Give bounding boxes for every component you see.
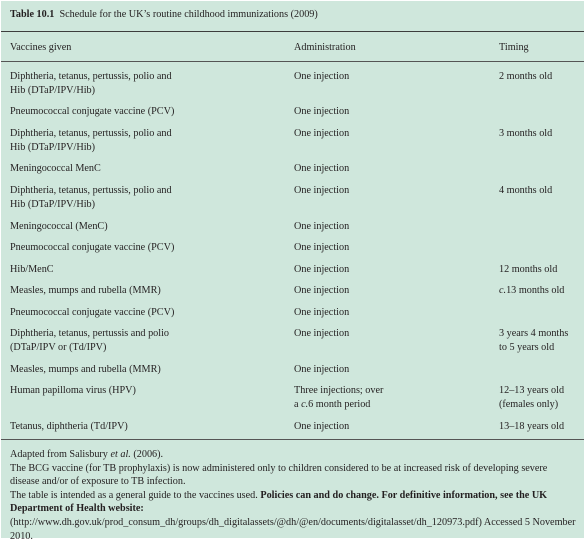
vaccine-cell: Diphtheria, tetanus, pertussis, polio and Hib (DTaP/IPV/Hib) bbox=[10, 71, 172, 96]
vaccine-cell: Pneumococcal conjugate vaccine (PCV) bbox=[10, 242, 175, 253]
administration-cell: One injection bbox=[294, 364, 350, 375]
timing-cell: 13–18 years old bbox=[499, 421, 565, 432]
vaccine-cell: Hib/MenC bbox=[10, 264, 54, 275]
timing-cell: 4 months old bbox=[499, 185, 553, 196]
header-rule bbox=[1, 61, 584, 62]
vaccine-cell: Meningococcal (MenC) bbox=[10, 221, 108, 232]
table-panel bbox=[1, 1, 584, 542]
administration-cell: Three injections; over a c.6 month period bbox=[294, 385, 384, 410]
vaccine-cell: Diphtheria, tetanus, pertussis, polio and Hib (DTaP/IPV/Hib) bbox=[10, 128, 172, 153]
header-administration: Administration bbox=[294, 42, 356, 53]
footnote-guide bbox=[10, 489, 578, 543]
vaccine-cell: Measles, mumps and rubella (MMR) bbox=[10, 285, 161, 296]
vaccine-cell: Tetanus, diphtheria (Td/IPV) bbox=[10, 421, 128, 432]
header-vaccines: Vaccines given bbox=[10, 42, 72, 53]
table-footnotes bbox=[10, 448, 578, 543]
administration-cell: One injection bbox=[294, 307, 350, 318]
timing-cell: 12–13 years old (females only) bbox=[499, 385, 565, 410]
vaccine-cell: Meningococcal MenC bbox=[10, 163, 101, 174]
timing-cell: 2 months old bbox=[499, 71, 553, 82]
administration-cell: One injection bbox=[294, 285, 350, 296]
administration-cell: One injection bbox=[294, 421, 350, 432]
footnote-source: Adapted from Salisbury et al. (2006). bbox=[10, 449, 164, 460]
footnote-guide-url: (http://www.dh.gov.uk/prod_consum_dh/groups/dh_digitalassets/@dh/@en/documents/digitalasset/dh_120973.pdf) Accessed 5 November 2010. bbox=[10, 516, 576, 542]
top-rule bbox=[1, 31, 584, 32]
footnote-bcg: The BCG vaccine (for TB prophylaxis) is now administered only to children considered to be at increased risk of developing severe disease and/or of exposure to TB infection. bbox=[10, 462, 548, 488]
vaccine-cell: Diphtheria, tetanus, pertussis and polio (DTaP/IPV or (Td/IPV) bbox=[10, 328, 170, 353]
vaccine-cell: Diphtheria, tetanus, pertussis, polio and Hib (DTaP/IPV/Hib) bbox=[10, 185, 172, 210]
administration-cell: One injection bbox=[294, 71, 350, 82]
administration-cell: One injection bbox=[294, 264, 350, 275]
administration-cell: One injection bbox=[294, 106, 350, 117]
administration-cell: One injection bbox=[294, 242, 350, 253]
table-title: Schedule for the UK’s routine childhood immunizations (2009) bbox=[59, 9, 318, 20]
footnote-guide-bold: Policies can and do change. For definitive information, see the UK Department of Health website: bbox=[10, 489, 548, 515]
vaccine-cell: Pneumococcal conjugate vaccine (PCV) bbox=[10, 307, 175, 318]
administration-cell: One injection bbox=[294, 163, 350, 174]
timing-cell: 3 months old bbox=[499, 128, 553, 139]
table-number: Table 10.1 bbox=[10, 9, 55, 20]
administration-cell: One injection bbox=[294, 328, 350, 339]
table-caption bbox=[10, 8, 318, 21]
administration-cell: One injection bbox=[294, 221, 350, 232]
bottom-rule bbox=[1, 439, 584, 440]
vaccine-cell: Measles, mumps and rubella (MMR) bbox=[10, 364, 161, 375]
administration-cell: One injection bbox=[294, 185, 350, 196]
timing-cell: c.13 months old bbox=[499, 285, 565, 296]
administration-cell: One injection bbox=[294, 128, 350, 139]
vaccine-cell: Pneumococcal conjugate vaccine (PCV) bbox=[10, 106, 175, 117]
timing-cell: 12 months old bbox=[499, 264, 558, 275]
timing-cell: 3 years 4 months to 5 years old bbox=[499, 328, 569, 353]
footnote-guide-intro: The table is intended as a general guide to the vaccines used. bbox=[10, 489, 258, 501]
header-timing: Timing bbox=[499, 42, 529, 53]
vaccine-cell: Human papilloma virus (HPV) bbox=[10, 385, 136, 396]
